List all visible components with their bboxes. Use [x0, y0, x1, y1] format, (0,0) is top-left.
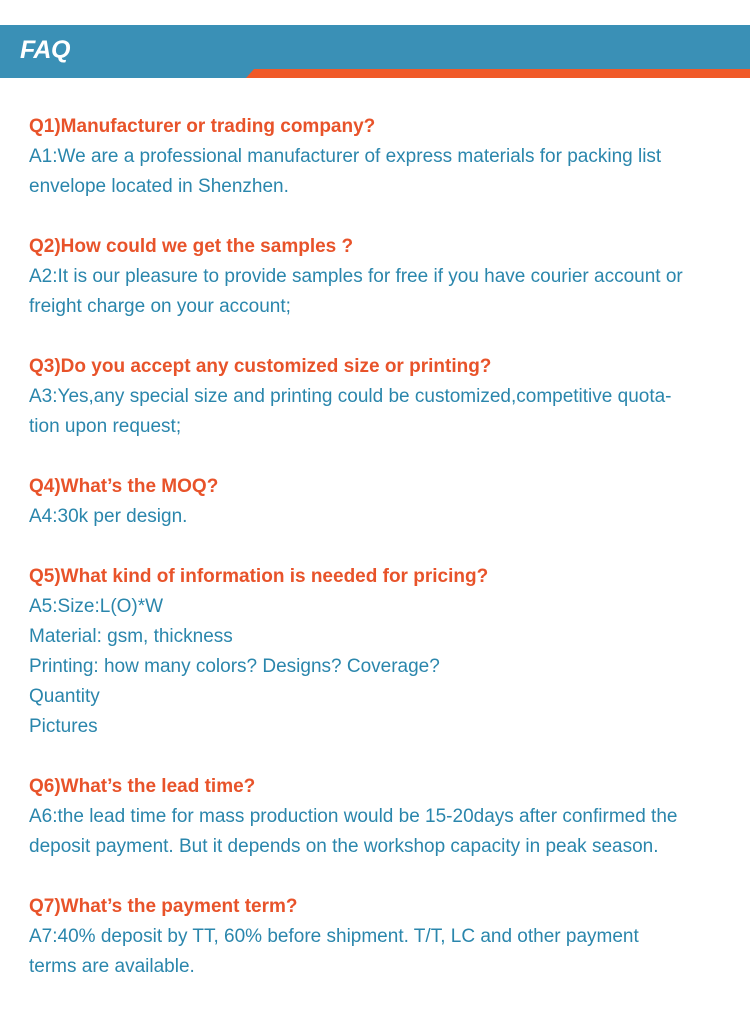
faq-question: Q2)How could we get the samples ? — [29, 236, 354, 257]
faq-answer-line: freight charge on your account; — [29, 296, 291, 317]
faq-answer-line: deposit payment. But it depends on the workshop capacity in peak season. — [29, 836, 659, 857]
faq-answer-line: A2:It is our pleasure to provide samples for free if you have courier account or — [29, 266, 683, 287]
faq-answer-line: A1:We are a professional manufacturer of express materials for packing list — [29, 146, 662, 167]
faq-answer-line: terms are available. — [29, 956, 195, 977]
faq-question: Q7)What’s the payment term? — [29, 896, 298, 917]
faq-answer-line: Pictures — [29, 716, 98, 737]
faq-question: Q5)What kind of information is needed for pricing? — [29, 566, 489, 587]
faq-answer-line: A5:Size:L(O)*W — [29, 596, 164, 617]
faq-item-4 — [29, 472, 729, 532]
accent-stripe — [246, 69, 750, 78]
faq-answer-line: A7:40% deposit by TT, 60% before shipment. T/T, LC and other payment — [29, 926, 639, 947]
page-title: FAQ — [20, 36, 70, 64]
faq-answer-line: Printing: how many colors? Designs? Coverage? — [29, 656, 440, 677]
faq-item-1 — [29, 112, 729, 202]
faq-item-5 — [29, 562, 729, 742]
faq-answer-line: Material: gsm, thickness — [29, 626, 233, 647]
faq-item-2 — [29, 232, 729, 322]
faq-question: Q1)Manufacturer or trading company? — [29, 116, 376, 137]
faq-list — [29, 112, 729, 1012]
faq-answer-line: Quantity — [29, 686, 100, 707]
faq-answer-line: tion upon request; — [29, 416, 182, 437]
faq-item-6 — [29, 772, 729, 862]
faq-answer-line: A6:the lead time for mass production would be 15-20days after confirmed the — [29, 806, 678, 827]
faq-item-7 — [29, 892, 729, 982]
faq-answer-line: A3:Yes,any special size and printing could be customized,competitive quota- — [29, 386, 672, 407]
faq-answer-line: A4:30k per design. — [29, 506, 188, 527]
faq-question: Q3)Do you accept any customized size or printing? — [29, 356, 492, 377]
faq-question: Q6)What’s the lead time? — [29, 776, 256, 797]
faq-item-3 — [29, 352, 729, 442]
faq-question: Q4)What’s the MOQ? — [29, 476, 219, 497]
faq-answer-line: envelope located in Shenzhen. — [29, 176, 289, 197]
